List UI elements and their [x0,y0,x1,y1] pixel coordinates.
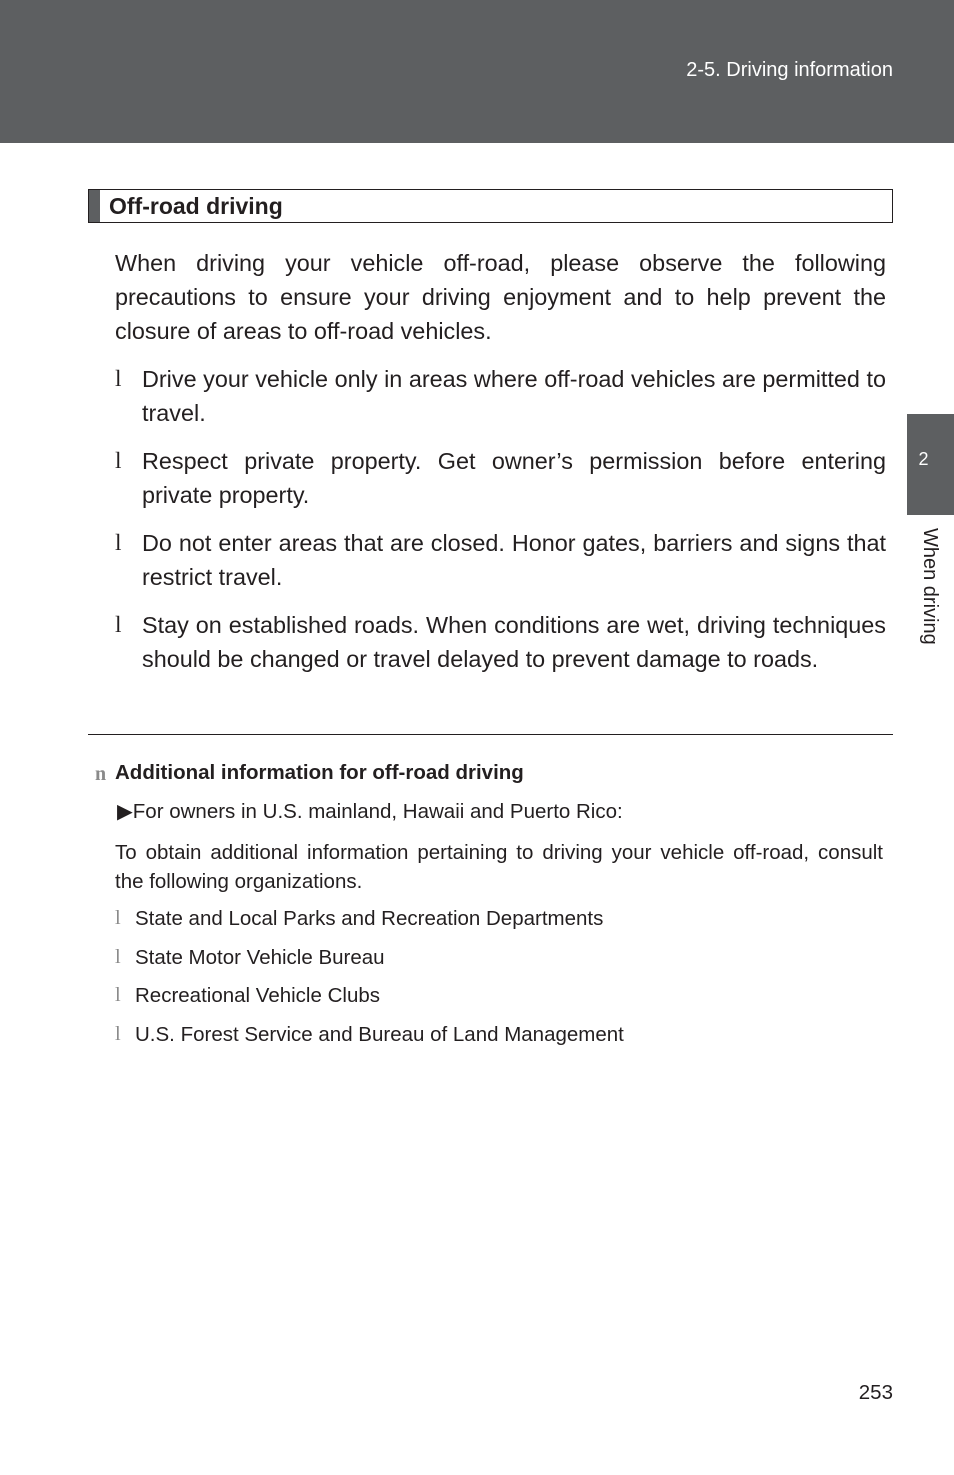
list-item [115,526,886,594]
list-item [115,608,886,676]
info-heading: Additional information for off-road driving [115,761,524,784]
organization-list [115,904,883,1058]
intro-paragraph: When driving your vehicle off-road, please observe the following precautions to ensure your driving enjoyment and to help prevent the closure of areas to off-road vehicles. [115,250,886,344]
bullet-icon: l [115,1022,121,1045]
list-item [115,362,886,430]
list-item-text: Do not enter areas that are closed. Honor gates, barriers and signs that restrict travel. [142,530,886,590]
section-label: 2-5. Driving information [686,59,893,81]
bullet-icon: l [115,448,122,474]
bullet-icon: l [115,612,122,638]
chapter-title: When driving [919,528,941,645]
title-accent-bar [89,190,100,222]
chapter-number: 2 [918,449,929,469]
info-body: To obtain additional information pertaining to driving your vehicle off-road, consult the following organizations. [115,841,883,893]
chapter-tab [907,414,954,515]
bullet-icon: l [115,984,121,1006]
list-item [115,943,883,972]
section-divider [88,734,893,735]
bullet-icon: l [115,945,121,968]
bullet-icon: l [115,366,122,392]
section-title: Off-road driving [109,193,283,219]
list-item [115,444,886,512]
list-item [115,1020,883,1049]
main-content [115,246,886,676]
list-item-text: State Motor Vehicle Bureau [135,945,385,969]
info-marker-icon: n [95,763,107,785]
bullet-icon: l [115,907,121,929]
list-item-text: Recreational Vehicle Clubs [135,984,380,1007]
list-item [115,981,883,1010]
list-item-text: State and Local Parks and Recreation Departments [135,907,604,930]
list-item-text: Drive your vehicle only in areas where off-road vehicles are permitted to travel. [142,366,886,426]
section-title-box [88,189,893,223]
bullet-icon: l [115,530,122,556]
region-line: ▶For owners in U.S. mainland, Hawaii and Puerto Rico: [117,800,623,823]
list-item-text: Respect private property. Get owner’s permission before entering private property. [142,448,886,508]
list-item-text: Stay on established roads. When conditions are wet, driving techniques should be changed or travel delayed to prevent damage to roads. [142,612,886,672]
list-item-text: U.S. Forest Service and Bureau of Land Management [135,1022,624,1046]
page-number: 253 [858,1381,893,1404]
list-item [115,904,883,933]
header-band [0,0,954,143]
